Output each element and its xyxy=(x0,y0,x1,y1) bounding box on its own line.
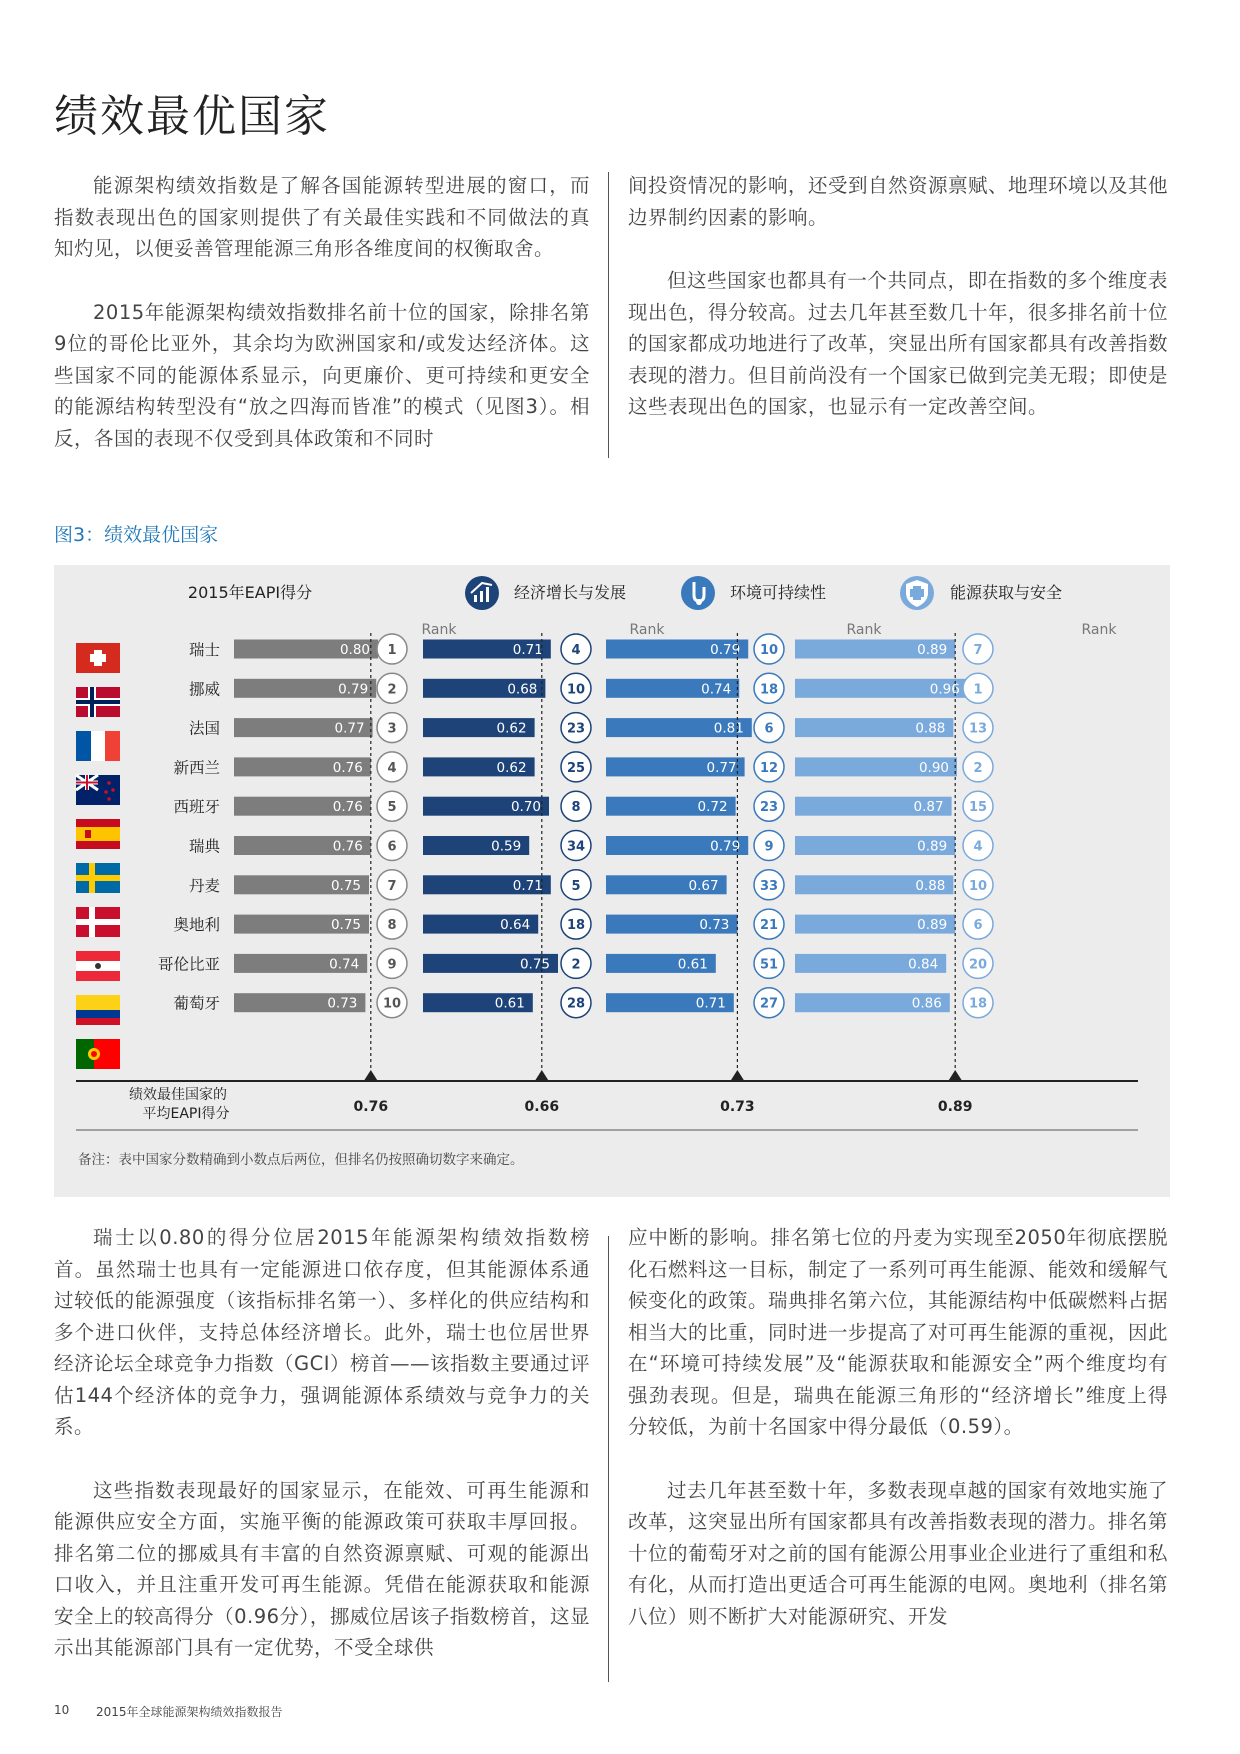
rank-label: 4 xyxy=(571,643,581,658)
score-label: 0.74 xyxy=(329,956,360,973)
eapi-chart xyxy=(54,565,1170,1197)
rank-label: 23 xyxy=(566,721,586,737)
score-label: 0.67 xyxy=(688,877,719,894)
country-label: 法国 xyxy=(188,719,220,738)
score-label: 0.72 xyxy=(697,799,728,816)
country-label: 葡萄牙 xyxy=(173,994,220,1013)
score-label: 0.62 xyxy=(496,759,527,776)
score-label: 0.59 xyxy=(491,838,522,855)
rank-label: 18 xyxy=(759,682,779,698)
intro-left-paragraph-1: 能源架构绩效指数是了解各国能源转型进展的窗口，而指数表现出色的国家则提供了有关最佳实践和不同做法的真知灼见，以便妥善管理能源三角形各维度间的权衡取舍。 xyxy=(54,174,590,260)
flag-portugal xyxy=(76,1039,120,1069)
rank-label: 34 xyxy=(566,839,586,855)
rank-label: 2 xyxy=(387,682,397,698)
country-label: 挪威 xyxy=(188,680,220,699)
intro-left-column xyxy=(54,170,590,454)
rank-label: 10 xyxy=(968,878,988,894)
rank-header-economic: Rank xyxy=(629,622,665,638)
score-label: 0.79 xyxy=(710,838,741,855)
average-label-line1: 绩效最佳国家的 xyxy=(129,1087,227,1103)
intro-right-paragraph-1: 间投资情况的影响，还受到自然资源禀赋、地理环境以及其他边界制约因素的影响。 xyxy=(628,174,1169,229)
flag-sweden xyxy=(76,863,120,893)
rank-label: 10 xyxy=(382,996,402,1012)
rank-label: 8 xyxy=(387,918,397,934)
score-label: 0.84 xyxy=(908,956,939,973)
score-label: 0.87 xyxy=(913,799,944,816)
rank-label: 4 xyxy=(387,760,397,776)
body-right-column xyxy=(628,1222,1168,1632)
flag-new-zealand xyxy=(76,775,120,805)
score-label: 0.75 xyxy=(330,877,361,894)
rank-label: 10 xyxy=(566,682,586,698)
rank-label: 7 xyxy=(387,878,397,894)
rank-label: 15 xyxy=(968,800,988,816)
average-value: 0.89 xyxy=(937,1099,973,1115)
score-label: 0.76 xyxy=(332,759,363,776)
score-label: 0.73 xyxy=(327,995,358,1012)
intro-right-column xyxy=(628,170,1168,423)
rank-label: 13 xyxy=(968,721,988,737)
rank-label: 18 xyxy=(968,996,988,1012)
score-label: 0.86 xyxy=(911,995,942,1012)
flag-denmark xyxy=(76,907,120,937)
score-label: 0.73 xyxy=(699,917,730,934)
score-label: 0.81 xyxy=(713,720,744,737)
rank-label: 27 xyxy=(759,996,779,1012)
score-label: 0.71 xyxy=(695,995,726,1012)
score-label: 0.77 xyxy=(706,759,737,776)
rank-label: 9 xyxy=(764,839,774,855)
country-label: 丹麦 xyxy=(188,876,220,895)
rank-label: 1 xyxy=(387,643,397,658)
average-marker xyxy=(535,1070,549,1081)
score-label: 0.71 xyxy=(512,642,543,658)
figure-note: 备注：表中国家分数精确到小数点后两位，但排名仍按照确切数字来确定。 xyxy=(78,1152,524,1168)
score-label: 0.96 xyxy=(929,681,960,698)
score-label: 0.77 xyxy=(334,720,365,737)
score-label: 0.75 xyxy=(519,956,550,973)
average-marker xyxy=(948,1070,962,1081)
score-label: 0.79 xyxy=(338,681,369,698)
rank-label: 10 xyxy=(759,643,779,658)
body-right-paragraph-2: 过去几年甚至数十年，多数表现卓越的国家有效地实施了改革，这突显出所有国家都具有改善指数表现的潜力。排名第十位的葡萄牙对之前的国有能源公用事业企业进行了重组和私有化，从而打造出更适合可再生能源的电网。奥地利（排名第八位）则不断扩大对能源研究、开发 xyxy=(628,1478,1169,1628)
country-label: 哥伦比亚 xyxy=(157,955,220,974)
body-right-paragraph-1: 应中断的影响。排名第七位的丹麦为实现至2050年彻底摆脱化石燃料这一目标，制定了一系列可再生能源、能效和缓解气候变化的政策。瑞典排名第六位，其能源结构中低碳燃料占据相当大的比重，同时进一步提高了对可再生能源的重视，因此在“环境可持续发展”及“能源获取和能源安全”两个维度均有强劲表现。但是，瑞典在能源三角形的“经济增长”维度上得分较低，为前十名国家中得分最低（0.59）。 xyxy=(628,1226,1169,1438)
economic-icon xyxy=(465,576,499,610)
score-label: 0.74 xyxy=(701,681,732,698)
rank-label: 3 xyxy=(387,721,397,737)
body-left-paragraph-2: 这些指数表现最好的国家显示，在能效、可再生能源和能源供应安全方面，实施平衡的能源政策可获取丰厚回报。排名第二位的挪威具有丰富的自然资源禀赋、可观的能源出口收入，并且注重开发可再生能源。凭借在能源获取和能源安全上的较高得分（0.96分），挪威位居该子指数榜首，这显示出其能源部门具有一定优势，不受全球供 xyxy=(54,1478,590,1659)
score-label: 0.68 xyxy=(507,681,538,698)
rank-label: 2 xyxy=(973,760,983,776)
intro-left-paragraph-2: 2015年能源架构绩效指数排名前十位的国家，除排名第9位的哥伦比亚外，其余均为欧洲国家和/或发达经济体。这些国家不同的能源体系显示，向更廉价、更可持续和更安全的能源结构转型没有“放之四海而皆准”的模式（见图3）。相反，各国的表现不仅受到具体政策和不同时 xyxy=(54,300,590,450)
figure-panel xyxy=(54,565,1170,1197)
average-value: 0.76 xyxy=(353,1099,389,1115)
score-label: 0.61 xyxy=(677,956,708,973)
average-marker xyxy=(364,1070,378,1081)
energy-shield-icon xyxy=(900,576,934,610)
rank-header-eapi: Rank xyxy=(421,622,457,638)
flag-colombia xyxy=(76,995,120,1025)
rank-label: 20 xyxy=(968,957,988,973)
country-label: 瑞典 xyxy=(188,837,220,856)
score-label: 0.90 xyxy=(918,759,949,776)
rank-label: 5 xyxy=(387,800,397,816)
body-column-divider xyxy=(608,1236,609,1682)
intro-column-divider xyxy=(608,172,609,458)
rank-label: 23 xyxy=(759,800,779,816)
rank-label: 6 xyxy=(973,918,983,934)
score-label: 0.88 xyxy=(915,877,946,894)
rank-label: 2 xyxy=(571,957,581,973)
rank-label: 9 xyxy=(387,957,397,973)
country-label: 奥地利 xyxy=(173,916,220,935)
flag-switzerland xyxy=(76,643,120,673)
score-label: 0.62 xyxy=(496,720,527,737)
rank-label: 6 xyxy=(387,839,397,855)
flag-norway xyxy=(76,687,120,717)
score-label: 0.89 xyxy=(917,917,948,934)
average-value: 0.73 xyxy=(720,1099,755,1115)
rank-label: 51 xyxy=(759,957,779,973)
rank-label: 18 xyxy=(566,918,586,934)
average-value: 0.66 xyxy=(524,1099,560,1115)
score-label: 0.61 xyxy=(494,995,525,1012)
score-label: 0.75 xyxy=(330,917,361,934)
score-label: 0.88 xyxy=(915,720,946,737)
body-left-column xyxy=(54,1222,590,1664)
average-marker xyxy=(730,1070,744,1081)
environment-icon xyxy=(681,576,715,610)
rank-label: 28 xyxy=(566,996,586,1012)
header-eapi: 2015年EAPI得分 xyxy=(187,583,313,602)
rank-label: 12 xyxy=(759,760,779,776)
rank-label: 1 xyxy=(973,682,983,698)
flag-austria xyxy=(76,951,120,981)
flag-spain xyxy=(76,819,120,849)
body-left-paragraph-1: 瑞士以0.80的得分位居2015年能源架构绩效指数榜首。虽然瑞士也具有一定能源进口依存度，但其能源体系通过较低的能源强度（该指标排名第一）、多样化的供应结构和多个进口伙伴，支持总体经济增长。此外，瑞士也位居世界经济论坛全球竞争力指数（GCI）榜首——该指数主要通过评估144个经济体的竞争力，强调能源体系绩效与竞争力的关系。 xyxy=(54,1226,590,1438)
rank-label: 4 xyxy=(973,839,983,855)
score-label: 0.80 xyxy=(339,642,370,658)
header-energy: 能源获取与安全 xyxy=(950,583,1063,602)
score-label: 0.89 xyxy=(917,838,948,855)
country-label: 新西兰 xyxy=(173,758,220,777)
rank-label: 33 xyxy=(759,878,779,894)
intro-right-paragraph-2: 但这些国家也都具有一个共同点，即在指数的多个维度表现出色，得分较高。过去几年甚至数几十年，很多排名前十位的国家都成功地进行了改革，突显出所有国家都具有改善指数表现的潜力。但目前尚没有一个国家已做到完美无瑕；即使是这些表现出色的国家，也显示有一定改善空间。 xyxy=(628,269,1169,418)
rank-label: 21 xyxy=(759,918,779,934)
flag-france xyxy=(76,731,120,761)
rank-header-energy: Rank xyxy=(1081,622,1117,638)
rank-label: 6 xyxy=(764,721,774,737)
page-number: 10 xyxy=(54,1703,70,1717)
country-label: 西班牙 xyxy=(173,798,220,817)
score-label: 0.70 xyxy=(510,799,541,816)
score-label: 0.64 xyxy=(500,917,531,934)
score-label: 0.76 xyxy=(332,799,363,816)
rank-label: 5 xyxy=(571,878,581,894)
page-title: 绩效最优国家 xyxy=(54,91,330,142)
rank-label: 8 xyxy=(571,800,581,816)
footer-report-title: 2015年全球能源架构绩效指数报告 xyxy=(96,1705,283,1719)
score-label: 0.79 xyxy=(710,642,741,658)
score-label: 0.71 xyxy=(512,877,543,894)
rank-label: 25 xyxy=(566,760,586,776)
header-environment: 环境可持续性 xyxy=(730,583,827,602)
score-label: 0.76 xyxy=(332,838,363,855)
figure-title: 图3：绩效最优国家 xyxy=(54,524,219,546)
average-label-line2: 平均EAPI得分 xyxy=(142,1106,230,1122)
rank-label: 7 xyxy=(973,643,983,658)
country-label: 瑞士 xyxy=(188,641,220,659)
header-economic: 经济增长与发展 xyxy=(514,583,627,602)
rank-header-environment: Rank xyxy=(846,622,882,638)
score-label: 0.89 xyxy=(917,642,948,658)
